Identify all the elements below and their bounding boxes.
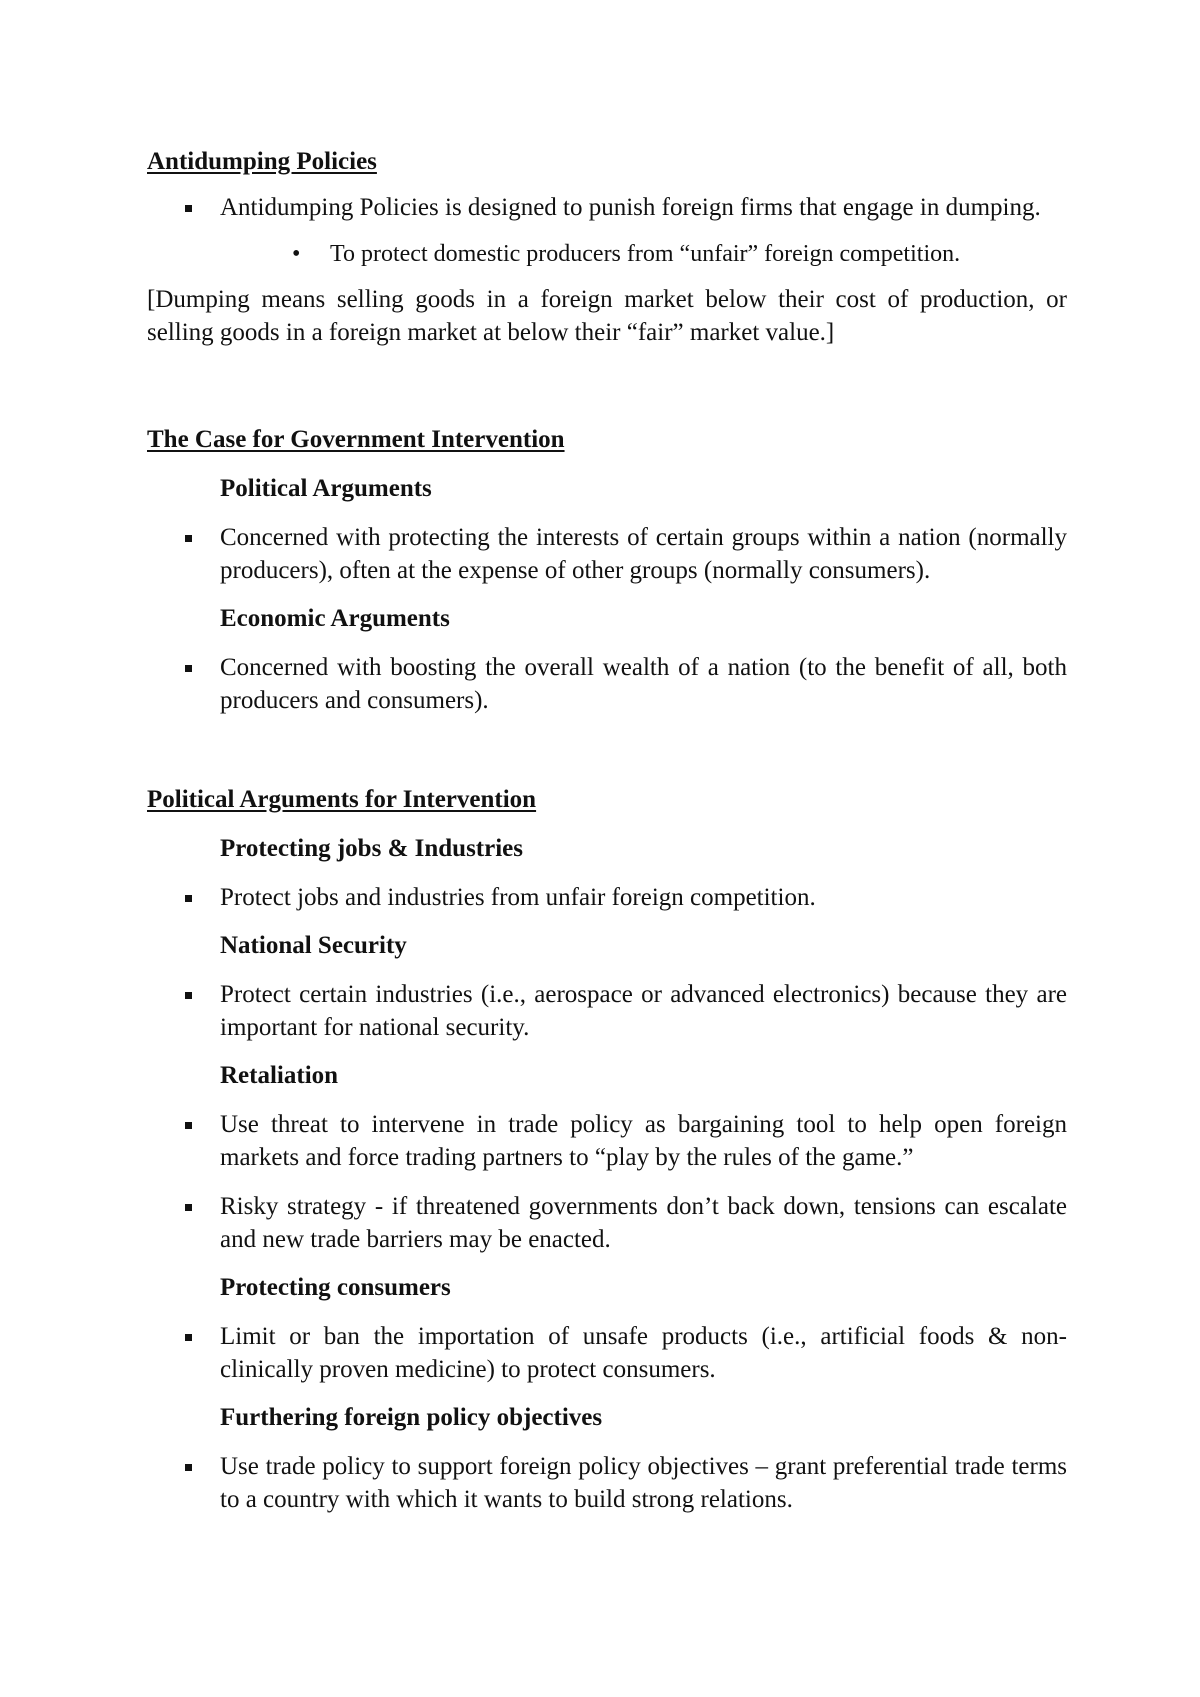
square-bullet-icon (185, 665, 192, 672)
bullet-text: Use threat to intervene in trade policy as bargaining tool to help open foreign markets and force trading partners to “play by the rules of the game.” (220, 1111, 1067, 1171)
bullet-item (147, 978, 1067, 1044)
sub-bullet-text: To protect domestic producers from “unfair” foreign competition. (330, 241, 961, 267)
square-bullet-icon (185, 1464, 192, 1471)
square-bullet-icon (185, 1204, 192, 1211)
case-section (147, 424, 1067, 717)
sub-heading-economic-arguments: Economic Arguments (220, 605, 450, 632)
bullet-item (147, 521, 1067, 587)
square-bullet-icon (185, 535, 192, 542)
sub-heading-political-arguments: Political Arguments (220, 475, 432, 502)
sub-heading-protecting-consumers: Protecting consumers (220, 1274, 451, 1301)
sub-heading-retaliation: Retaliation (220, 1062, 339, 1089)
bullet-text: Risky strategy - if threatened governments don’t back down, tensions can escalate and new trade barriers may be enacted. (220, 1193, 1067, 1253)
square-bullet-icon (185, 1334, 192, 1341)
bullet-item (147, 191, 1067, 224)
sub-heading-national-security: National Security (220, 932, 407, 959)
bullet-item (147, 1108, 1067, 1174)
dot-bullet-icon: • (292, 241, 301, 267)
bullet-item (147, 651, 1067, 717)
square-bullet-icon (185, 205, 192, 212)
square-bullet-icon (185, 1122, 192, 1129)
bullet-text: Concerned with protecting the interests of certain groups within a nation (normally producers), often at the expense of other groups (normally consumers). (220, 524, 1067, 584)
bullet-text: Use trade policy to support foreign policy objectives – grant preferential trade terms to a country with which it wants to build strong relations. (220, 1453, 1067, 1513)
bullet-item (147, 881, 1067, 914)
bullet-text: Concerned with boosting the overall wealth of a nation (to the benefit of all, both producers and consumers). (220, 654, 1067, 714)
bullet-text: Antidumping Policies is designed to punish foreign firms that engage in dumping. (220, 194, 1041, 221)
dumping-definition-note: [Dumping means selling goods in a foreign market below their cost of production, or selling goods in a foreign market at below their “fair” market value.] (147, 286, 1067, 346)
political-section (147, 784, 1067, 1516)
sub-bullet-item (147, 238, 1067, 270)
sub-heading-protecting-jobs: Protecting jobs & Industries (220, 835, 524, 862)
bullet-item (147, 1320, 1067, 1386)
bullet-item (147, 1190, 1067, 1256)
bullet-item (147, 1450, 1067, 1516)
sub-heading-foreign-policy: Furthering foreign policy objectives (220, 1404, 603, 1431)
square-bullet-icon (185, 895, 192, 902)
square-bullet-icon (185, 992, 192, 999)
bullet-text: Protect certain industries (i.e., aerospace or advanced electronics) because they are important for national security. (220, 981, 1067, 1041)
section-title-political: Political Arguments for Intervention (147, 786, 537, 813)
bullet-text: Protect jobs and industries from unfair foreign competition. (220, 884, 816, 911)
antidumping-section (147, 146, 1067, 349)
section-title-antidumping: Antidumping Policies (147, 148, 377, 175)
section-title-case: The Case for Government Intervention (147, 426, 565, 453)
bullet-text: Limit or ban the importation of unsafe products (i.e., artificial foods & non-clinically proven medicine) to protect consumers. (220, 1323, 1067, 1383)
